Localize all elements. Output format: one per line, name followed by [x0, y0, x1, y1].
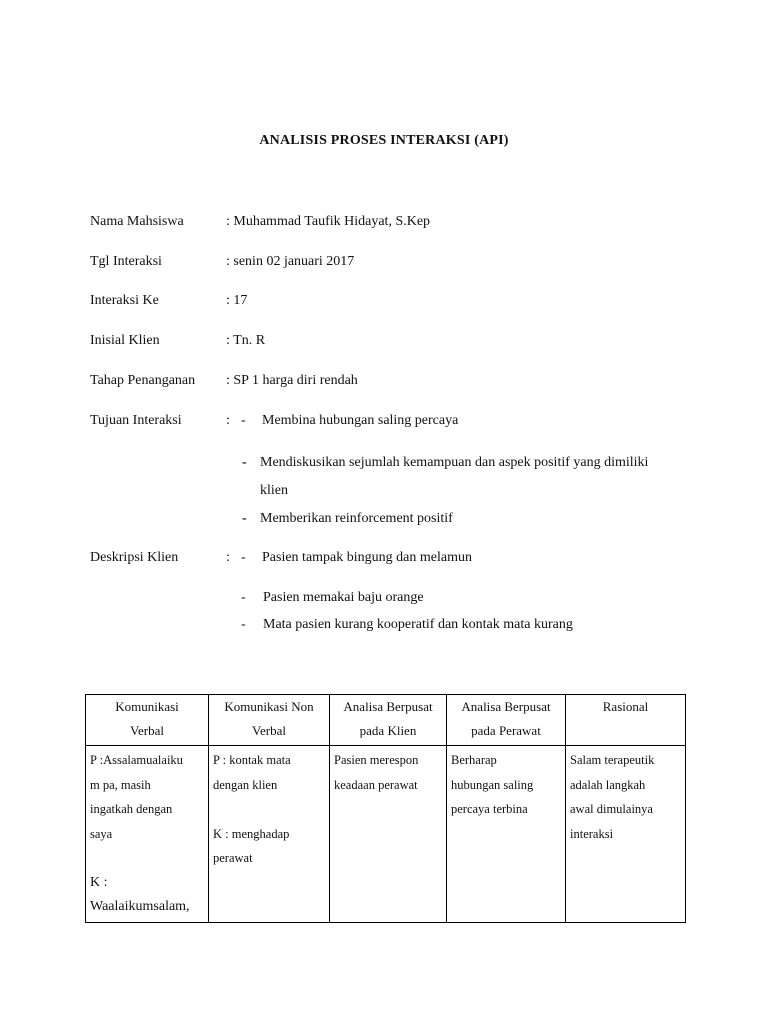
field-colon: : [226, 550, 230, 565]
cell-line: Pasien merespon [334, 753, 419, 767]
header-line: Verbal [130, 723, 164, 738]
table-row [86, 746, 686, 923]
header-line: Analisa Berpusat [343, 699, 433, 714]
bullet-dash: - [242, 511, 247, 526]
header-analisa-klien [330, 695, 447, 746]
bullet-dash: - [242, 455, 247, 470]
cell-line: Waalaikumsalam, [90, 899, 190, 914]
bullet-dash: - [241, 617, 246, 632]
cell-line: K : [90, 874, 108, 890]
header-line: Komunikasi Non [224, 699, 314, 714]
table-header-row [86, 695, 686, 746]
cell-line: awal dimulainya [570, 802, 653, 816]
cell-verbal [86, 746, 209, 923]
header-line: Verbal [252, 723, 286, 738]
cell-spacer [213, 797, 325, 822]
header-line: Analisa Berpusat [461, 699, 551, 714]
header-rasional [566, 695, 686, 746]
header-line: Komunikasi [115, 699, 179, 714]
tujuan-item: Memberikan reinforcement positif [260, 511, 453, 526]
api-table [85, 694, 686, 923]
field-label: Interaksi Ke [90, 293, 159, 308]
field-label: Deskripsi Klien [90, 550, 179, 565]
cell-line: percaya terbina [451, 802, 528, 816]
field-label: Nama Mahsiswa [90, 214, 184, 229]
header-line: pada Perawat [471, 723, 541, 738]
field-label: Inisial Klien [90, 333, 160, 348]
deskripsi-item: Pasien tampak bingung dan melamun [262, 550, 472, 565]
header-analisa-perawat [447, 695, 566, 746]
cell-line: P : kontak mata [213, 753, 291, 767]
field-value: : senin 02 januari 2017 [226, 254, 355, 269]
field-label: Tujuan Interaksi [90, 413, 182, 428]
header-line: pada Klien [359, 723, 417, 738]
cell-line: Salam terapeutik [570, 753, 655, 767]
bullet-dash: - [241, 550, 246, 565]
field-value: : Tn. R [226, 333, 266, 348]
cell-line: interaksi [570, 826, 614, 841]
field-label: Tgl Interaksi [90, 254, 162, 269]
header-komunikasi-verbal [86, 695, 209, 746]
cell-line: dengan klien [213, 777, 278, 792]
field-value: : Muhammad Taufik Hidayat, S.Kep [226, 214, 431, 229]
cell-spacer [90, 846, 204, 871]
cell-line: perawat [213, 851, 253, 865]
cell-line: m pa, masih [90, 777, 151, 792]
cell-line: adalah langkah [570, 777, 646, 792]
deskripsi-item: Pasien memakai baju orange [263, 590, 424, 605]
field-colon: : [226, 413, 230, 428]
document-title: ANALISIS PROSES INTERAKSI (API) [259, 133, 509, 148]
tujuan-item: Mendiskusikan sejumlah kemampuan dan aspek positif yang dimiliki [260, 455, 649, 470]
cell-analisa-klien [330, 746, 447, 923]
bullet-dash: - [241, 413, 246, 428]
cell-line: saya [90, 826, 113, 841]
tujuan-item-continuation: klien [260, 483, 288, 498]
field-label: Tahap Penanganan [90, 373, 196, 388]
header-line: Rasional [602, 699, 649, 714]
deskripsi-item: Mata pasien kurang kooperatif dan kontak mata kurang [263, 617, 573, 632]
cell-analisa-perawat [447, 746, 566, 923]
tujuan-item: Membina hubungan saling percaya [262, 413, 459, 428]
cell-non-verbal [209, 746, 330, 923]
cell-line: hubungan saling [451, 777, 534, 792]
field-value: : 17 [226, 293, 248, 308]
cell-line: Berharap [451, 753, 497, 767]
bullet-dash: - [241, 590, 246, 605]
cell-line: K : menghadap [213, 826, 290, 841]
cell-line: keadaan perawat [334, 777, 418, 792]
field-value: : SP 1 harga diri rendah [226, 373, 358, 388]
cell-line: P :Assalamualaiku [90, 753, 183, 767]
cell-line: ingatkah dengan [90, 802, 173, 816]
header-komunikasi-non-verbal [209, 695, 330, 746]
cell-rasional [566, 746, 686, 923]
